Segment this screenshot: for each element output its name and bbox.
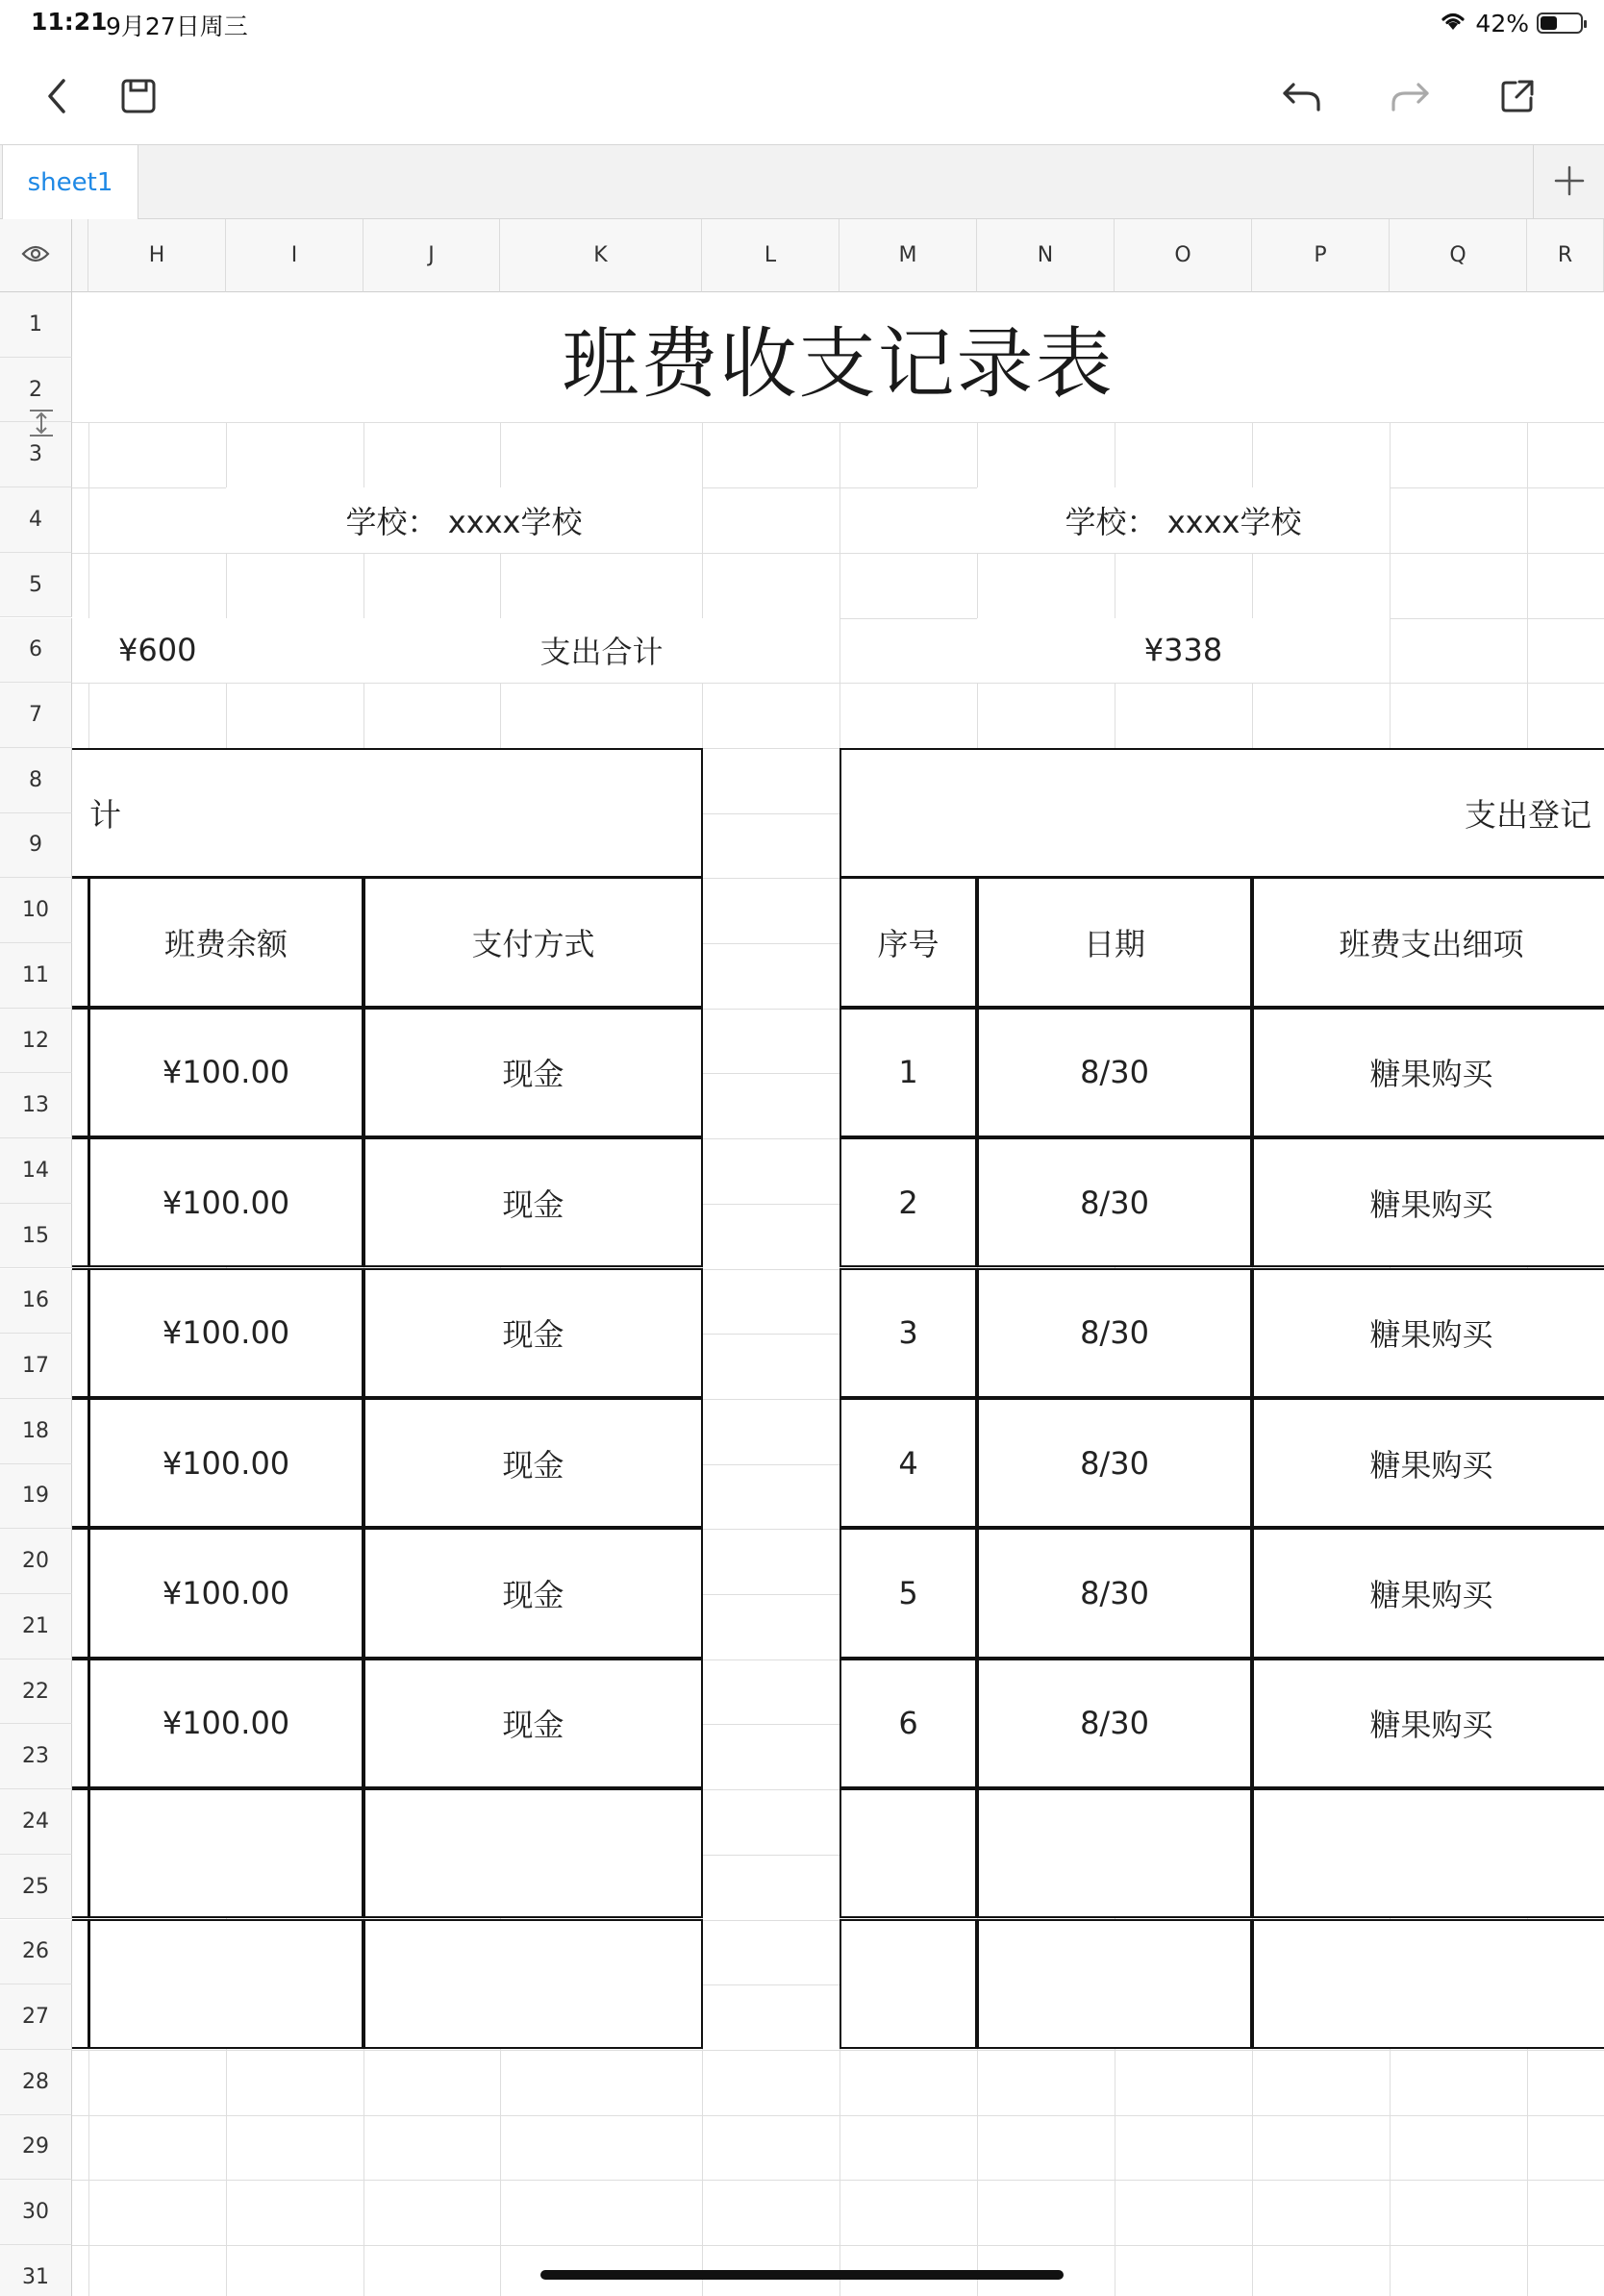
- row-header-12[interactable]: 12: [0, 1009, 72, 1074]
- income-table-cell[interactable]: ¥100.00: [88, 1268, 363, 1398]
- column-header-l[interactable]: L: [702, 219, 840, 292]
- sheet-title[interactable]: 班费收支记录表: [72, 292, 1604, 422]
- save-icon[interactable]: [112, 69, 165, 123]
- row-header-23[interactable]: 23: [0, 1724, 72, 1789]
- column-header-o[interactable]: O: [1115, 219, 1252, 292]
- expense-table-cell[interactable]: 8/30: [977, 1137, 1252, 1267]
- grid-line: [72, 683, 1604, 684]
- expense-table-cell[interactable]: 5: [840, 1528, 977, 1658]
- row-header-7[interactable]: 7: [0, 683, 72, 748]
- row-header-20[interactable]: 20: [0, 1529, 72, 1594]
- grid-line: [72, 422, 1604, 423]
- row-header-8[interactable]: 8: [0, 748, 72, 813]
- grid-corner[interactable]: [0, 219, 72, 292]
- row-header-29[interactable]: 29: [0, 2115, 72, 2181]
- column-header-q[interactable]: Q: [1390, 219, 1527, 292]
- row-resize-icon[interactable]: [27, 408, 56, 442]
- expense-total-cell[interactable]: ¥338: [977, 618, 1390, 684]
- row-header-24[interactable]: 24: [0, 1789, 72, 1855]
- row-header-25[interactable]: 25: [0, 1855, 72, 1920]
- plus-icon: [1553, 164, 1586, 201]
- row-header-3[interactable]: 3: [0, 422, 72, 487]
- income-table-header-cell[interactable]: 班费余额: [88, 877, 363, 1007]
- row-header-30[interactable]: 30: [0, 2180, 72, 2245]
- toolbar: [0, 46, 1604, 144]
- battery-icon: [1537, 12, 1583, 34]
- sheet-tab-bar: [0, 144, 1604, 219]
- column-header-i[interactable]: I: [226, 219, 363, 292]
- row-header-1[interactable]: 1: [0, 292, 72, 358]
- undo-icon[interactable]: [1275, 69, 1329, 123]
- row-header-18[interactable]: 18: [0, 1399, 72, 1464]
- expense-table-cell[interactable]: [977, 1919, 1252, 2049]
- status-date: 9月27日周三: [106, 12, 248, 40]
- right-section-title: 支出登记: [1465, 796, 1591, 835]
- expense-table-cell[interactable]: 1: [840, 1008, 977, 1137]
- expense-table-cell[interactable]: 糖果购买: [1252, 1398, 1604, 1528]
- income-table-cell[interactable]: ¥100.00: [88, 1008, 363, 1137]
- row-header-22[interactable]: 22: [0, 1660, 72, 1725]
- income-table-header-cell[interactable]: 支付方式: [363, 877, 703, 1007]
- column-header-m[interactable]: M: [840, 219, 977, 292]
- row-header-19[interactable]: 19: [0, 1464, 72, 1530]
- left-section-header[interactable]: [72, 748, 703, 878]
- income-table-cell[interactable]: ¥100.00: [88, 1528, 363, 1658]
- status-bar: [0, 0, 1604, 46]
- column-header-p[interactable]: P: [1252, 219, 1390, 292]
- row-header-21[interactable]: 21: [0, 1594, 72, 1660]
- row-header-16[interactable]: 16: [0, 1269, 72, 1335]
- row-header-11[interactable]: 11: [0, 943, 72, 1009]
- income-partial-cell[interactable]: [72, 1268, 89, 1398]
- income-partial-cell[interactable]: [72, 1788, 89, 1918]
- expense-table-cell[interactable]: 6: [840, 1659, 977, 1788]
- expense-table-cell[interactable]: 8/30: [977, 1398, 1252, 1528]
- status-time: 11:21: [31, 8, 108, 36]
- column-header-h[interactable]: H: [88, 219, 226, 292]
- income-table-cell[interactable]: ¥100.00: [88, 1137, 363, 1267]
- expense-table-cell[interactable]: 8/30: [977, 1268, 1252, 1398]
- income-partial-cell[interactable]: [72, 1008, 89, 1137]
- expense-table-cell[interactable]: [840, 1788, 977, 1918]
- cells-area[interactable]: [72, 292, 1604, 2296]
- income-partial-cell[interactable]: [72, 1919, 89, 2049]
- expense-table-cell[interactable]: [1252, 1919, 1604, 2049]
- income-table-cell[interactable]: [88, 1919, 363, 2049]
- row-header-5[interactable]: 5: [0, 553, 72, 618]
- back-icon[interactable]: [31, 69, 85, 123]
- expense-table-header-cell[interactable]: 班费支出细项: [1252, 877, 1604, 1007]
- row-header-4[interactable]: 4: [0, 487, 72, 553]
- income-partial-cell[interactable]: [72, 1137, 89, 1267]
- income-partial-cell[interactable]: [72, 1398, 89, 1528]
- grid-line: [72, 2180, 1604, 2181]
- expense-table-cell[interactable]: [840, 1919, 977, 2049]
- grid-line: [72, 2245, 1604, 2246]
- expense-table-cell[interactable]: 糖果购买: [1252, 1659, 1604, 1788]
- expense-table-cell[interactable]: 8/30: [977, 1659, 1252, 1788]
- column-header-j[interactable]: J: [363, 219, 500, 292]
- row-header-15[interactable]: 15: [0, 1204, 72, 1269]
- expense-table-cell[interactable]: 糖果购买: [1252, 1528, 1604, 1658]
- eye-icon[interactable]: [21, 244, 50, 267]
- income-table-cell[interactable]: [363, 1919, 703, 2049]
- add-sheet-button[interactable]: [1533, 145, 1604, 219]
- row-header-17[interactable]: 17: [0, 1334, 72, 1399]
- income-partial-cell[interactable]: [72, 1659, 89, 1788]
- row-header-13[interactable]: 13: [0, 1073, 72, 1138]
- spreadsheet-grid: [0, 219, 1604, 2296]
- home-indicator: [540, 2270, 1064, 2280]
- row-header-14[interactable]: 14: [0, 1138, 72, 1204]
- column-header-n[interactable]: N: [977, 219, 1115, 292]
- income-table-cell[interactable]: 现金: [363, 1137, 703, 1267]
- right-section-header[interactable]: [840, 748, 1604, 878]
- school-right-cell[interactable]: 学校： xxxx学校: [977, 487, 1390, 553]
- row-header-9[interactable]: 9: [0, 813, 72, 879]
- expense-table-header-cell[interactable]: 日期: [977, 877, 1252, 1007]
- row-header-10[interactable]: 10: [0, 878, 72, 943]
- wifi-icon: [1439, 9, 1467, 37]
- school-left-cell[interactable]: 学校： xxxx学校: [226, 487, 702, 553]
- expense-table-cell[interactable]: 2: [840, 1137, 977, 1267]
- row-header-6[interactable]: 6: [0, 618, 72, 684]
- status-indicators: [1439, 8, 1583, 38]
- expense-table-cell[interactable]: [1252, 1788, 1604, 1918]
- column-header-r[interactable]: R: [1527, 219, 1604, 292]
- expense-table-cell[interactable]: 糖果购买: [1252, 1008, 1604, 1137]
- row-header-2[interactable]: 2: [0, 358, 72, 423]
- income-table-cell[interactable]: ¥100.00: [88, 1659, 363, 1788]
- income-table-cell[interactable]: 现金: [363, 1268, 703, 1398]
- row-header-28[interactable]: 28: [0, 2050, 72, 2115]
- income-table-cell[interactable]: 现金: [363, 1659, 703, 1788]
- expense-table-header-cell[interactable]: 序号: [840, 877, 977, 1007]
- grid-line: [72, 2115, 1604, 2116]
- redo-icon[interactable]: [1383, 69, 1437, 123]
- expense-table-cell[interactable]: 8/30: [977, 1008, 1252, 1137]
- left-section-label: 计: [89, 796, 121, 835]
- expense-total-label[interactable]: 支出合计: [363, 618, 840, 684]
- income-table-cell[interactable]: 现金: [363, 1398, 703, 1528]
- row-header-27[interactable]: 27: [0, 1984, 72, 2050]
- income-table-cell[interactable]: 现金: [363, 1008, 703, 1137]
- income-table-cell[interactable]: 现金: [363, 1528, 703, 1658]
- income-partial-cell[interactable]: [72, 877, 89, 1007]
- row-header-26[interactable]: 26: [0, 1920, 72, 1985]
- column-header-partial[interactable]: [72, 219, 88, 292]
- row-header-31[interactable]: 31: [0, 2245, 72, 2296]
- expense-table-cell[interactable]: [977, 1788, 1252, 1918]
- income-table-cell[interactable]: ¥100.00: [88, 1398, 363, 1528]
- expense-table-cell[interactable]: 糖果购买: [1252, 1137, 1604, 1267]
- expense-table-cell[interactable]: 糖果购买: [1252, 1268, 1604, 1398]
- expense-table-cell[interactable]: 4: [840, 1398, 977, 1528]
- grid-line: [72, 553, 1604, 554]
- grid-line: [72, 2050, 1604, 2051]
- income-partial-cell[interactable]: [72, 1528, 89, 1658]
- column-header-k[interactable]: K: [500, 219, 702, 292]
- income-table-cell[interactable]: [363, 1788, 703, 1918]
- income-table-cell[interactable]: [88, 1788, 363, 1918]
- share-icon[interactable]: [1491, 69, 1544, 123]
- expense-table-cell[interactable]: 3: [840, 1268, 977, 1398]
- expense-table-cell[interactable]: 8/30: [977, 1528, 1252, 1658]
- battery-percent: 42%: [1475, 9, 1529, 37]
- income-total-cell[interactable]: ¥600: [72, 618, 363, 684]
- tab-sheet1[interactable]: sheet1: [2, 145, 138, 219]
